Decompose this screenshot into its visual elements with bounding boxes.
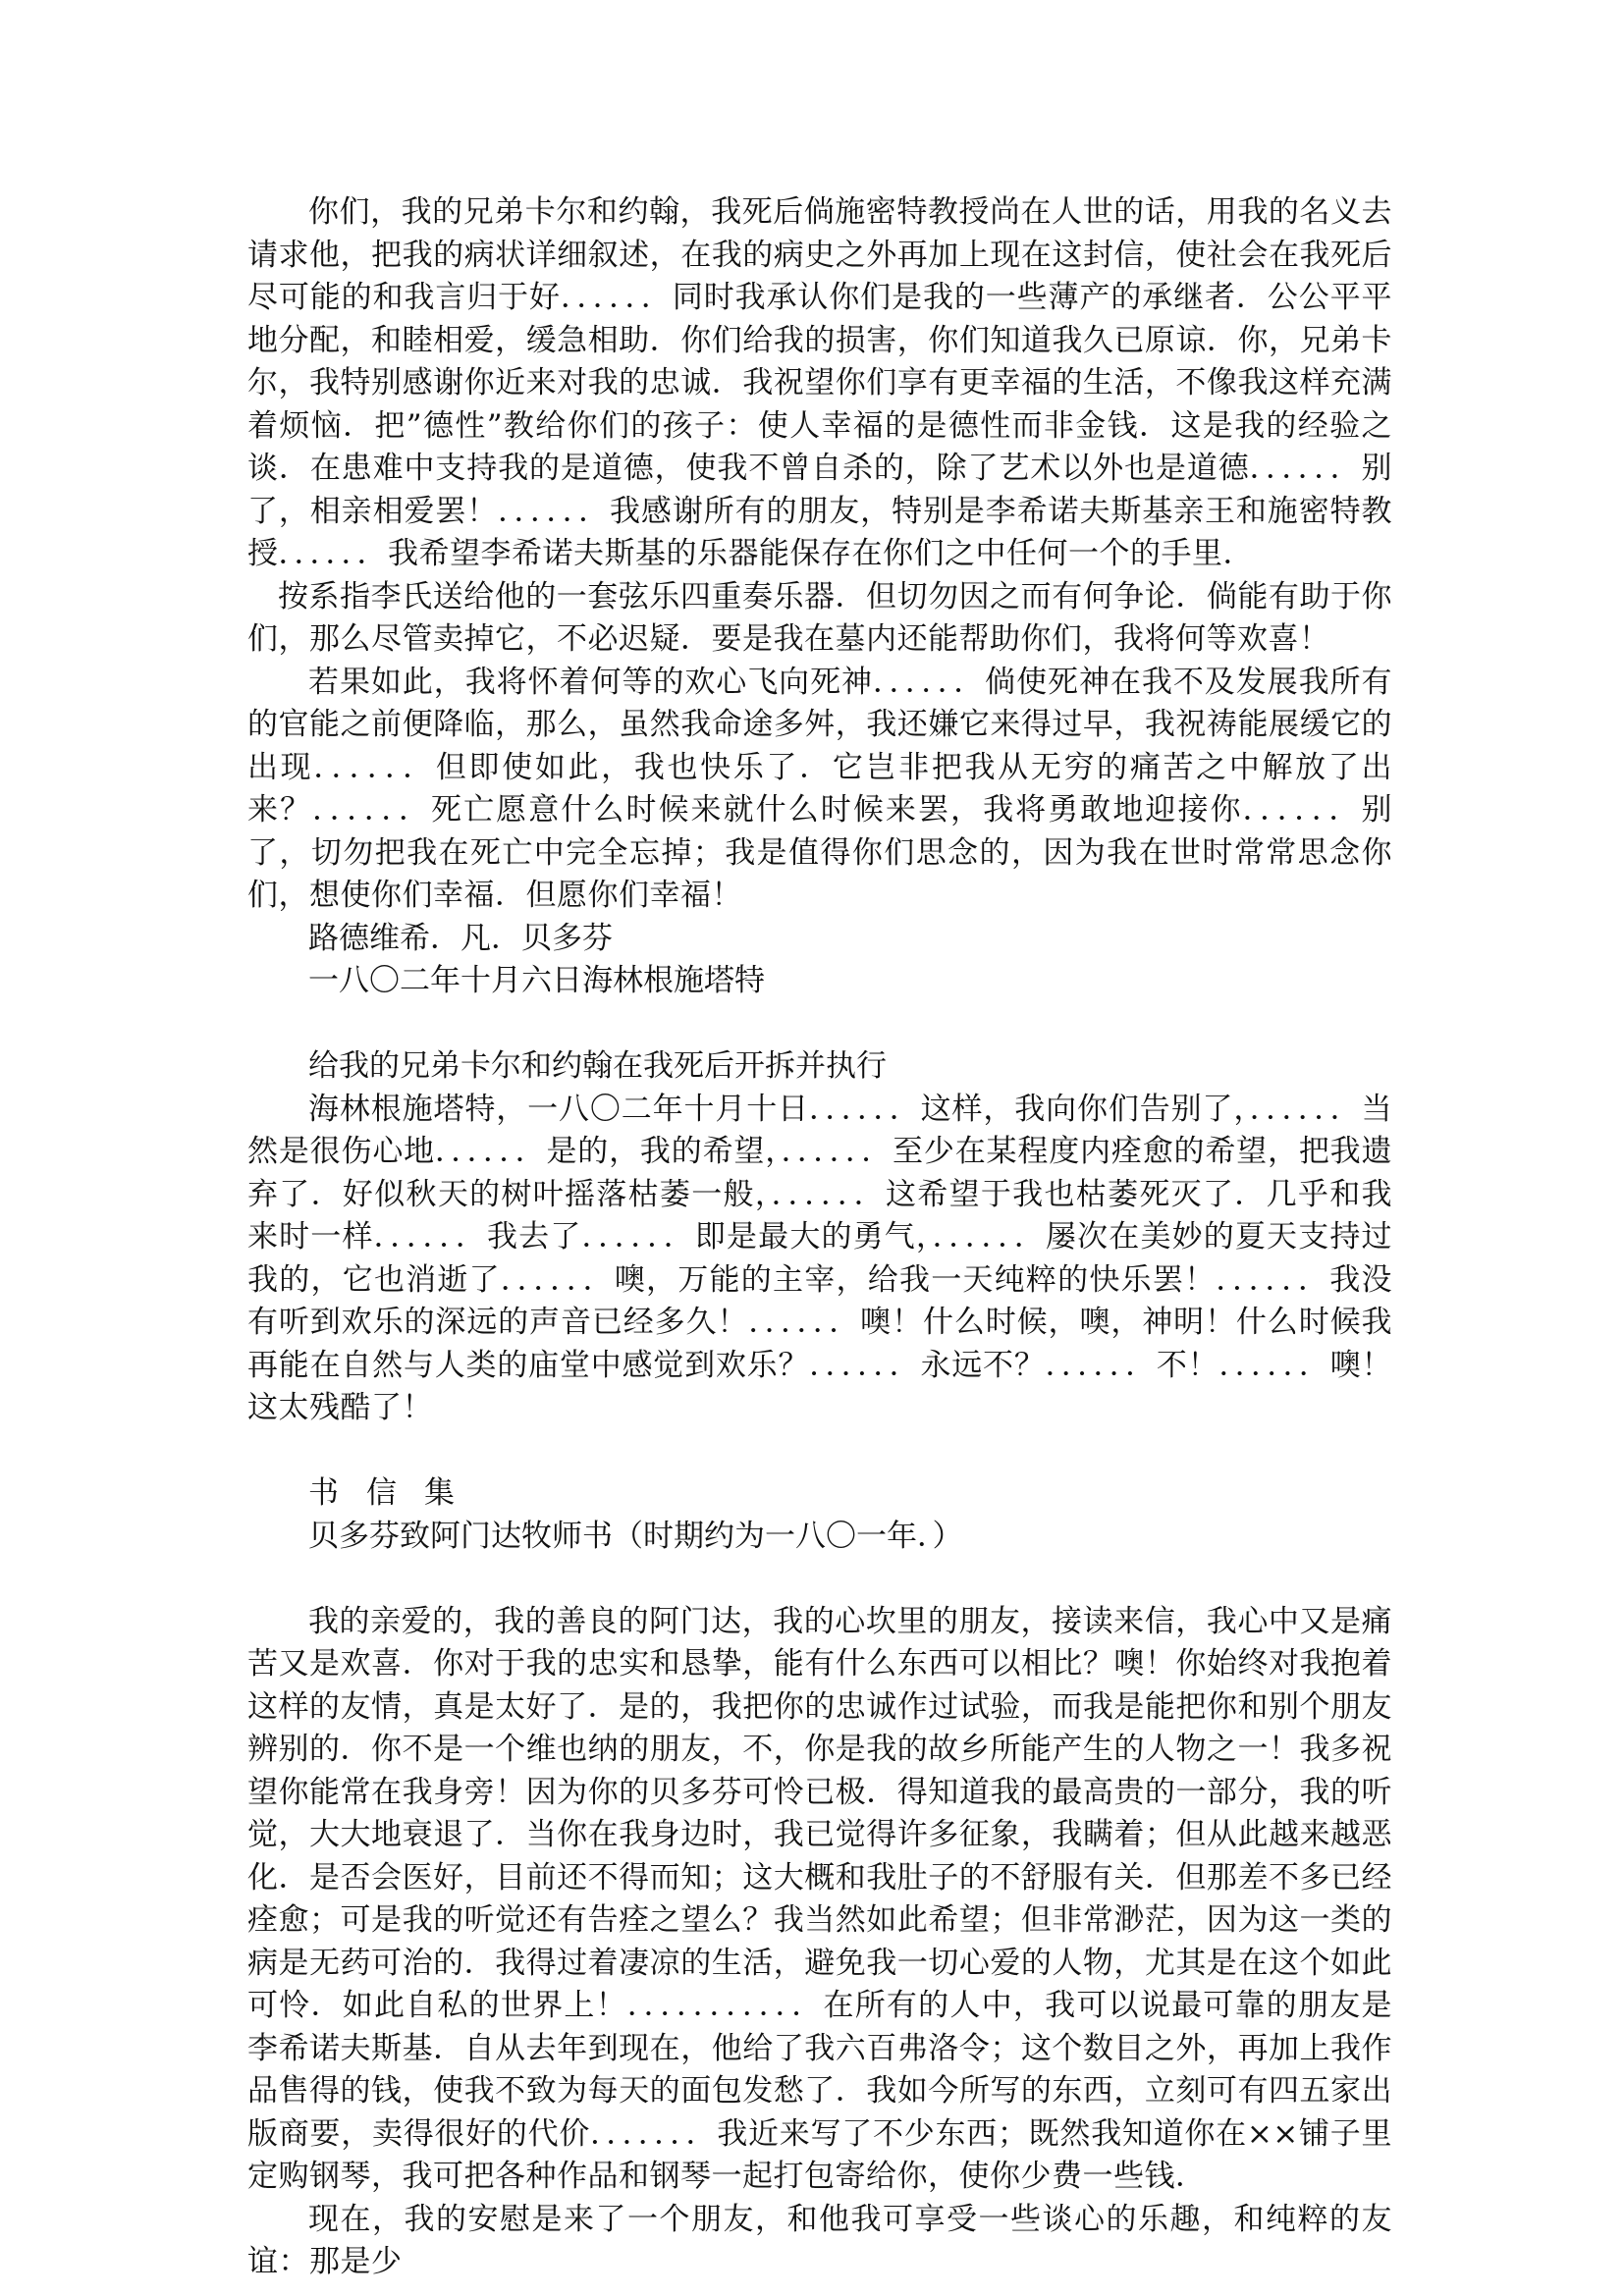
- signature: 路德维希．凡．贝多芬: [308, 920, 613, 956]
- section-heading: 书信集: [308, 1475, 482, 1511]
- spacer: [247, 1003, 1392, 1046]
- date-place: 一八〇二年十月六日海林根施塔特: [308, 963, 765, 998]
- body-paragraph-3: 若果如此，我将怀着何等的欢心飞向死神．．．．．．倘使死神在我不及发展我所有的官能之前便降临，那么，虽然我命途多舛，我还嫌它来得过早，我祝祷能展缓它的出现．．．．．．但即使如此，我也快乐了．它岂非把我从无穷的痛苦之中解放了出来？．．．．．．死亡愿意什么时候来就什么时候来罢，我将勇敢地迎接你．．．．．．别了，切勿把我在死亡中完全忘掉；我是值得你们思念的，因为我在世时常常思念你们，想使你们幸福．但愿你们幸福！: [247, 664, 1392, 913]
- note-title: 给我的兄弟卡尔和约翰在我死后开拆并执行: [308, 1048, 887, 1084]
- body-paragraph-6: 现在，我的安慰是来了一个朋友，和他我可享受一些谈心的乐趣，和纯粹的友谊：那是少: [247, 2201, 1392, 2279]
- letter-title: 贝多芬致阿门达牧师书（时期约为一八〇一年．）: [308, 1518, 963, 1554]
- spacer: [247, 1558, 1392, 1601]
- body-paragraph-4: 海林根施塔特，一八〇二年十月十日．．．．．．这样，我向你们告别了，．．．．．．当然是很伤心地．．．．．．是的，我的希望，．．．．．．至少在某程度内痊愈的希望，把我遗弃了．好似秋天的树叶摇落枯萎一般，．．．．．．这希望于我也枯萎死灭了．几乎和我来时一样．．．．．．我去了．．．．．．即是最大的勇气，．．．．．．屡次在美妙的夏天支持过我的，它也消逝了．．．．．．噢，万能的主宰，给我一天纯粹的快乐罢！．．．．．．我没有听到欢乐的深远的声音已经多久！．．．．．．噢！什么时候，噢，神明！什么时候我再能在自然与人类的庙堂中感觉到欢乐？．．．．．．永远不？．．．．．．不！．．．．．．噢！这太残酷了！: [247, 1091, 1392, 1425]
- body-paragraph-1: 你们，我的兄弟卡尔和约翰，我死后倘施密特教授尚在人世的话，用我的名义去请求他，把我的病状详细叙述，在我的病史之外再加上现在这封信，使社会在我死后尽可能的和我言归于好．．．．．．同时我承认你们是我的一些薄产的承继者．公公平平地分配，和睦相爱，缓急相助．你们给我的损害，你们知道我久已原谅．你，兄弟卡尔，我特别感谢你近来对我的忠诚．我祝望你们享有更幸福的生活，不像我这样充满着烦恼．把”德性”教给你们的孩子：使人幸福的是德性而非金钱．这是我的经验之谈．在患难中支持我的是道德，使我不曾自杀的，除了艺术以外也是道德．．．．．．别了，相亲相爱罢！．．．．．．我感谢所有的朋友，特别是李希诺夫斯基亲王和施密特教授．．．．．．我希望李希诺夫斯基的乐器能保存在你们之中任何一个的手里．: [247, 194, 1392, 571]
- body-paragraph-2: 按系指李氏送给他的一套弦乐四重奏乐器．但切勿因之而有何争论．倘能有助于你们，那么尽管卖掉它，不必迟疑．要是我在墓内还能帮助你们，我将何等欢喜！: [247, 578, 1392, 657]
- spacer: [247, 1430, 1392, 1473]
- body-paragraph-5: 我的亲爱的，我的善良的阿门达，我的心坎里的朋友，接读来信，我心中又是痛苦又是欢喜．你对于我的忠实和恳挚，能有什么东西可以相比？噢！你始终对我抱着这样的友情，真是太好了．是的，我把你的忠诚作过试验，而我是能把你和别个朋友辨别的．你不是一个维也纳的朋友，不，你是我的故乡所能产生的人物之一！我多祝望你能常在我身旁！因为你的贝多芬可怜已极．得知道我的最高贵的一部分，我的听觉，大大地衰退了．当你在我身边时，我已觉得许多征象，我瞒着；但从此越来越恶化．是否会医好，目前还不得而知；这大概和我肚子的不舒服有关．但那差不多已经痊愈；可是我的听觉还有告痊之望么？我当然如此希望；但非常渺茫，因为这一类的病是无药可治的．我得过着凄凉的生活，避免我一切心爱的人物，尤其是在这个如此可怜．如此自私的世界上！．．．．．．．．．．．在所有的人中，我可以说最可靠的朋友是李希诺夫斯基．自从去年到现在，他给了我六百弗洛令；这个数目之外，再加上我作品售得的钱，使我不致为每天的面包发愁了．我如今所写的东西，立刻可有四五家出版商要，卖得很好的代价．．．．．．．我近来写了不少东西；既然我知道你在××铺子里定购钢琴，我可把各种作品和钢琴一起打包寄给你，使你少费一些钱．: [247, 1603, 1392, 2194]
- document-page: [247, 191, 1392, 2284]
